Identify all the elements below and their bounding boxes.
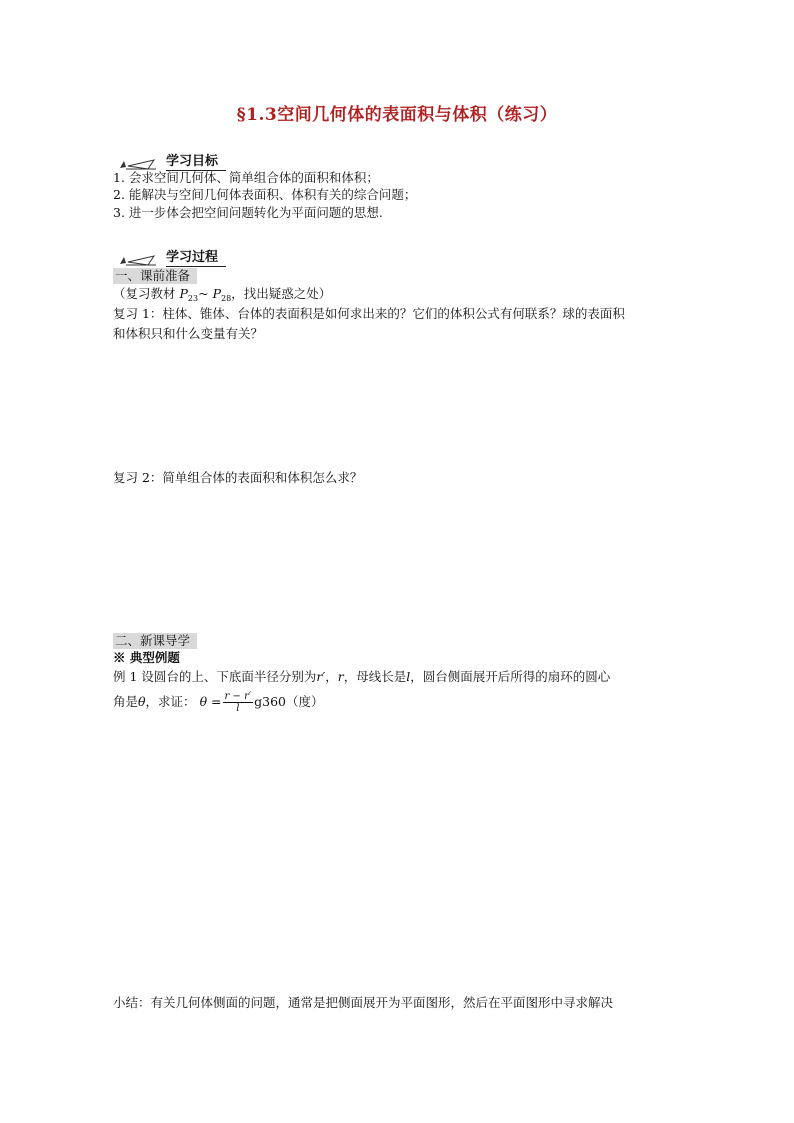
new-lesson-heading: 二、新课导学	[113, 633, 197, 649]
goal-item-2: 2. 能解决与空间几何体表面积、体积有关的综合问题；	[113, 187, 417, 202]
example-1-line-1: 例 1 设圆台的上、下底面半径分别为r′，r，母线长是l，圆台侧面展开后所得的扇环的圆心	[113, 669, 611, 684]
goals-label: 学习目标	[166, 150, 226, 171]
review-1-line-1: 复习 1：柱体、锥体、台体的表面积是如何求出来的？它们的体积公式有何联系？球的表面积	[113, 306, 625, 321]
goals-heading	[118, 150, 226, 171]
pen-logo-icon	[118, 253, 160, 267]
summary: 小结：有关几何体侧面的问题，通常是把侧面展开为平面图形，然后在平面图形中寻求解决	[113, 995, 614, 1010]
example-1-line-2: 角是 θ ，求证： θ = $\frac{r - r'}{l}$ g360（度）	[113, 688, 324, 716]
formula-lhs: θ =	[199, 694, 222, 709]
goal-item-1: 1. 会求空间几何体、简单组合体的面积和体积；	[113, 170, 379, 185]
goal-item-3: 3. 进一步体会把空间问题转化为平面问题的思想.	[113, 205, 383, 220]
typical-examples-heading: ※ 典型例题	[113, 650, 180, 665]
pen-logo-icon	[118, 157, 160, 171]
review-2: 复习 2：简单组合体的表面积和体积怎么求？	[113, 470, 363, 485]
pre-class-heading: 一、课前准备	[113, 268, 197, 284]
process-heading	[118, 246, 226, 267]
process-label: 学习过程	[166, 246, 226, 267]
page-title: §1.3空间几何体的表面积与体积（练习）	[236, 105, 558, 125]
formula-fraction: $\frac{r - r'}{l}$	[224, 690, 252, 714]
textbook-review-line: （复习教材 $P_{23}\sim$ $P_{28}$，找出疑惑之处）	[113, 286, 332, 303]
review-1-line-2: 和体积只和什么变量有关？	[113, 326, 264, 341]
